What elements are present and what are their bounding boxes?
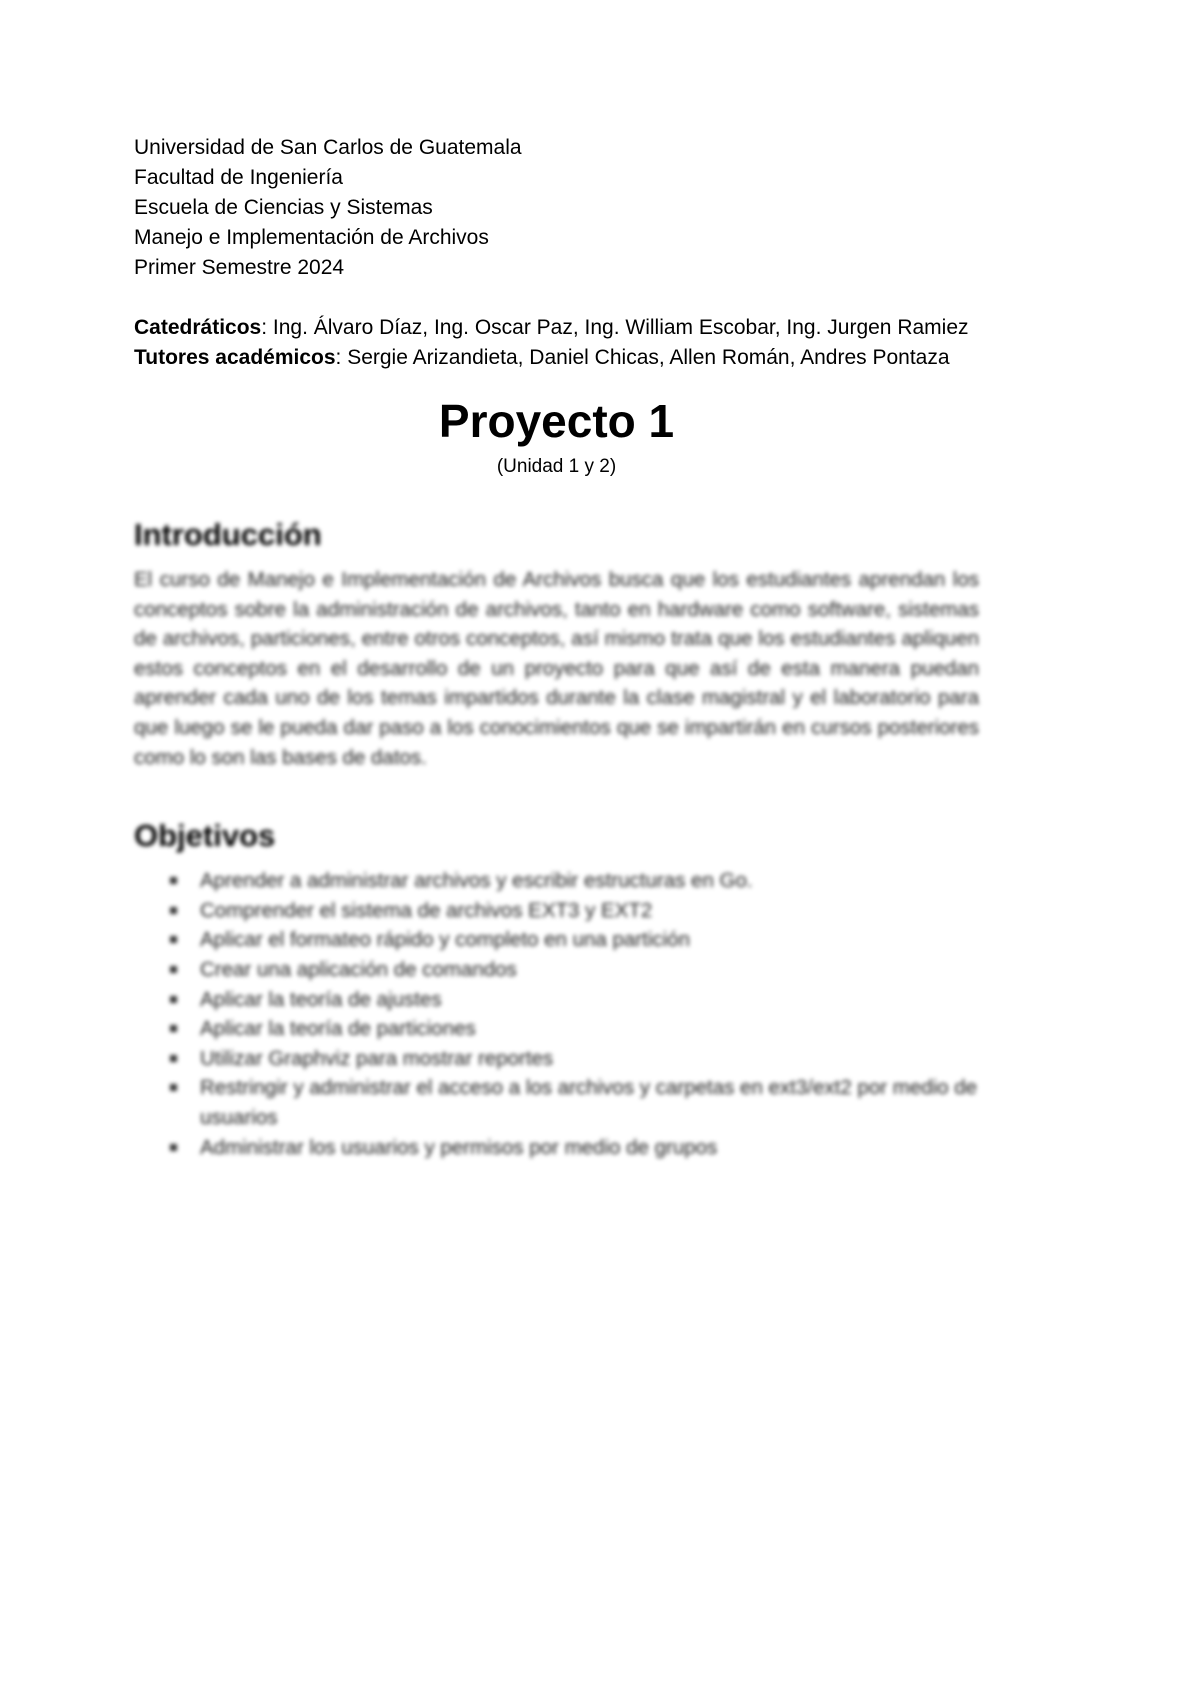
tutores-label: Tutores académicos [134, 346, 336, 369]
list-item: Aprender a administrar archivos y escribir estructuras en Go. [170, 866, 979, 896]
header-line: Universidad de San Carlos de Guatemala [134, 136, 522, 159]
list-item: Restringir y administrar el acceso a los archivos y carpetas en ext3/ext2 por medio de usuarios [170, 1073, 979, 1132]
document-subtitle: (Unidad 1 y 2) [496, 456, 617, 477]
document-title: Proyecto 1 [438, 395, 675, 447]
header-line: Primer Semestre 2024 [134, 256, 345, 279]
document-page [134, 133, 979, 1162]
catedraticos [134, 313, 979, 343]
institution-header [134, 133, 979, 283]
list-item: Utilizar Graphviz para mostrar reportes [170, 1044, 979, 1074]
catedraticos-names: : Ing. Álvaro Díaz, Ing. Oscar Paz, Ing. William Escobar, Ing. Jurgen Ramiez [261, 316, 969, 339]
list-item: Administrar los usuarios y permisos por medio de grupos [170, 1133, 979, 1163]
objetivos-list [134, 866, 979, 1162]
header-line: Facultad de Ingeniería [134, 166, 343, 189]
list-item: Comprender el sistema de archivos EXT3 y EXT2 [170, 896, 979, 926]
list-item: Aplicar la teoría de ajustes [170, 985, 979, 1015]
header-line: Escuela de Ciencias y Sistemas [134, 196, 433, 219]
objetivos-heading: Objetivos [134, 818, 276, 854]
list-item: Crear una aplicación de comandos [170, 955, 979, 985]
tutores-names: : Sergie Arizandieta, Daniel Chicas, Allen Román, Andres Pontaza [335, 346, 950, 369]
header-line: Manejo e Implementación de Archivos [134, 226, 489, 249]
blurred-content [134, 515, 979, 1162]
intro-heading: Introducción [134, 517, 322, 552]
list-item: Aplicar la teoría de particiones [170, 1014, 979, 1044]
list-item: Aplicar el formateo rápido y completo en una partición [170, 925, 979, 955]
tutores [134, 343, 979, 373]
catedraticos-label: Catedráticos [134, 316, 262, 339]
intro-paragraph: El curso de Manejo e Implementación de Archivos busca que los estudiantes aprendan los conceptos sobre la administración de archivos, tanto en hardware como software, sistemas de archivos, particiones, entre otros conceptos, así mismo trata que los estudiantes apliquen estos conceptos en el desarrollo de un proyecto para que así de esta manera puedan aprender cada uno de los temas impartidos durante la clase magistral y el laboratorio para que luego se le pueda dar paso a los conocimientos que se impartirán en cursos posteriores como lo son las bases de datos. [134, 568, 979, 769]
